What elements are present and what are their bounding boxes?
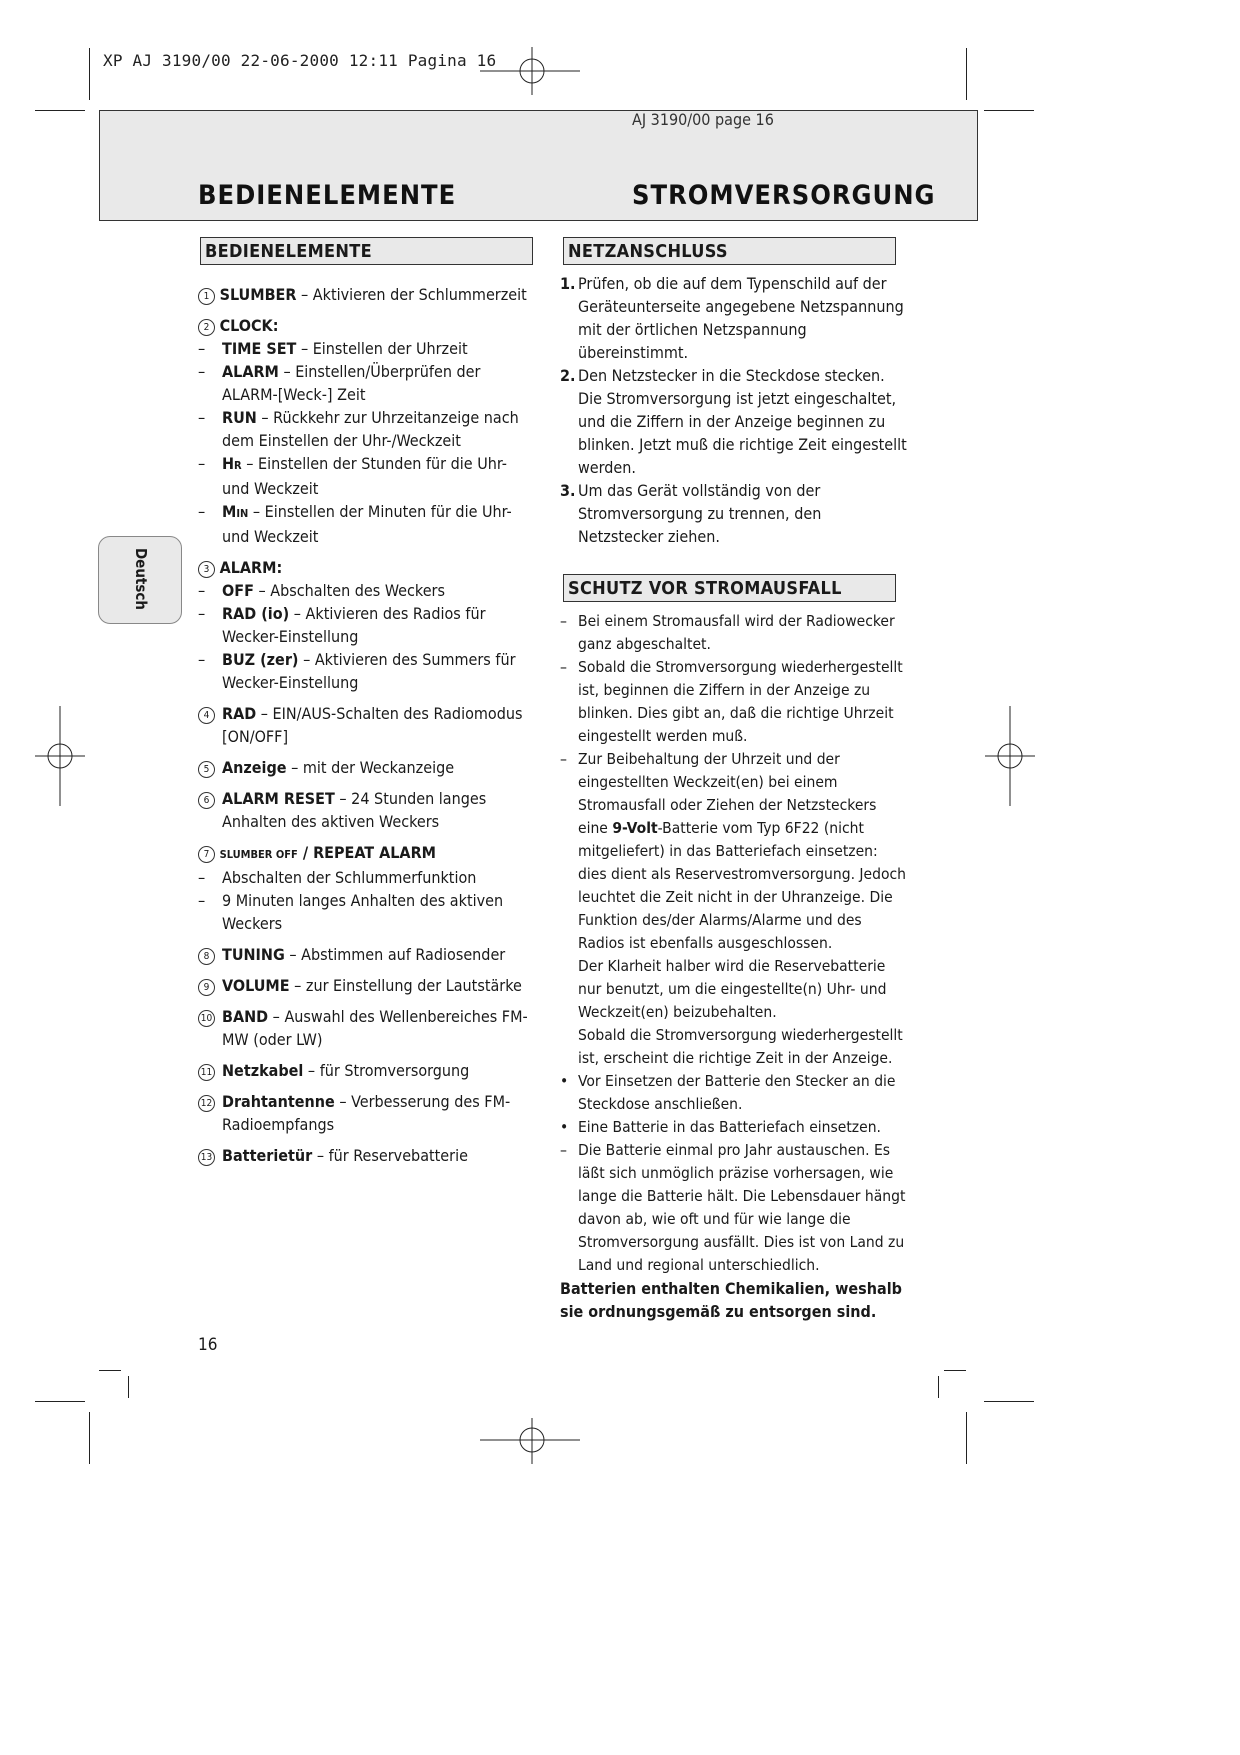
control-name: / REPEAT ALARM [297,843,436,862]
battery-type-emphasis: 9-Volt [612,819,658,837]
item-text: Sobald die Stromversorgung wiederhergestellt ist, beginnen die Ziffern in der Anzeige zu blinken. Dies gibt an, daß die richtige Uhrzeit eingestellt werden muß. [578,658,903,745]
list-item [560,656,910,748]
dash-marker: – [560,750,567,768]
item-number: 6 [198,792,215,809]
item-number: 8 [198,948,215,965]
control-name: RUN [222,408,257,427]
list-item [198,787,538,833]
step-text: Um das Gerät vollständig von der Stromversorgung zu trennen, den Netzstecker ziehen. [578,481,822,546]
control-name: Anzeige [222,758,287,777]
list-item [560,1139,910,1277]
control-name: Batterietür [222,1146,313,1165]
control-name: RAD [222,704,257,723]
control-name: BAND [222,1007,269,1026]
item-number: 11 [198,1064,215,1081]
list-item [198,1005,538,1051]
battery-warning: Batterien enthalten Chemikalien, weshalb sie ordnungsgemäß zu entsorgen sind. [560,1279,902,1321]
list-item [198,943,538,966]
control-description: – Abstimmen auf Radiosender [284,945,506,964]
dash-marker: – [198,581,206,600]
list-subitem [198,406,538,452]
control-name: CLOCK: [219,316,279,335]
list-item [198,556,538,579]
control-description: – Aktivieren des Radios für Wecker-Einstellung [222,604,486,646]
item-number: 1 [198,288,215,305]
list-item [560,479,910,548]
control-description: – Einstellen der Minuten für die Uhr- und Weckzeit [222,502,512,546]
registration-mark-icon [985,706,1045,806]
control-name: SLUMBER [219,285,297,304]
item-number: 2 [198,319,215,336]
control-name: ALARM RESET [222,789,335,808]
dash-marker: – [198,454,206,473]
item-text [578,748,910,955]
text-run: Zur Beibehaltung der Uhrzeit und der eingestellten Weckzeit(en) bei einem Stromausfall oder Ziehen der Netzsteckers eine [578,750,877,837]
control-name: H [222,454,235,473]
control-name: TUNING [222,945,285,964]
list-subitem [198,579,538,602]
item-number: 9 [198,979,215,996]
list-subitem [198,360,538,406]
step-number: 1. [560,274,576,293]
control-description: 9 Minuten langes Anhalten des aktiven Weckers [222,891,504,933]
control-description: – mit der Weckanzeige [286,758,455,777]
dash-marker: – [560,1141,567,1159]
control-description: – Einstellen der Stunden für die Uhr- und Weckzeit [222,454,507,498]
dash-marker: – [198,362,206,381]
control-description: – für Stromversorgung [303,1061,470,1080]
list-item [198,756,538,779]
list-item [560,364,910,479]
dash-marker: – [560,658,567,676]
item-text: Eine Batterie in das Batteriefach einsetzen. [578,1118,881,1136]
control-description: – Einstellen/Überprüfen der ALARM-[Weck-] Zeit [222,362,481,404]
item-number: 3 [198,561,215,578]
list-item [560,272,910,364]
list-subitem [198,648,538,694]
item-number: 12 [198,1095,215,1112]
control-description: – Aktivieren der Schlummerzeit [296,285,527,304]
step-number: 2. [560,366,576,385]
item-number: 5 [198,761,215,778]
page-title-left: BEDIENELEMENTE [198,180,457,211]
list-item [198,283,538,306]
language-tab-label: Deutsch [132,547,150,611]
control-description: Abschalten der Schlummerfunktion [222,868,477,887]
step-text: Prüfen, ob die auf dem Typenschild auf der Geräteunterseite angegebene Netzspannung mit der örtlichen Netzspannung übereinstimmt. [578,274,904,362]
print-slug: XP AJ 3190/00 22-06-2000 12:11 Pagina 16 [103,51,497,70]
page-title-right: STROMVERSORGUNG [632,180,936,211]
dash-marker: – [198,339,206,358]
item-paragraph: Sobald die Stromversorgung wiederhergestellt ist, erscheint die richtige Zeit in der Anzeige. [578,1026,903,1067]
stromausfall-list [560,610,910,1323]
list-item [560,1070,910,1116]
control-name: Drahtantenne [222,1092,335,1111]
text-run: -Batterie vom Typ 6F22 (nicht mitgeliefert) in das Batteriefach einsetzen: dies dient als Reservestromversorgung. Jedoch leuchtet die Zeit nicht in der Uhranzeige. Die Funktion des/der Alarms/Alarme und des Radios ist ebenfalls ausgeschlossen. [578,819,907,952]
step-number: 3. [560,481,576,500]
netzanschluss-steps [560,272,910,548]
control-name: M [222,502,237,521]
control-description: – Abschalten des Weckers [253,581,445,600]
control-name: OFF [222,581,254,600]
item-paragraph: Der Klarheit halber wird die Reservebatterie nur benutzt, um die eingestellte(n) Uhr- und Weckzeit(en) beizubehalten. [578,957,887,1021]
control-name: TIME SET [222,339,297,358]
registration-mark-icon [35,706,95,806]
list-item [198,1144,538,1167]
control-name: ALARM [222,362,279,381]
list-subitem [198,452,538,500]
item-number: 7 [198,846,215,863]
list-subitem [198,866,538,889]
control-name-smallcaps: R [234,459,242,472]
control-name-smallcaps: IN [236,507,249,520]
item-number: 13 [198,1149,215,1166]
control-name: Netzkabel [222,1061,304,1080]
page-reference: AJ 3190/00 page 16 [632,110,774,129]
control-description: – Auswahl des Wellenbereiches FM-MW (oder LW) [222,1007,528,1049]
item-text: Bei einem Stromausfall wird der Radiowecker ganz abgeschaltet. [578,612,895,653]
list-subitem [198,500,538,548]
control-name: RAD (io) [222,604,290,623]
list-item [560,610,910,656]
list-item [198,702,538,748]
list-item [198,974,538,997]
control-description: – Verbesserung des FM-Radioempfangs [222,1092,511,1134]
dash-marker: – [198,650,206,669]
list-item [198,1090,538,1136]
control-description: – Aktivieren des Summers für Wecker-Einstellung [222,650,516,692]
dash-marker: – [560,612,567,630]
list-item [198,841,538,866]
list-subitem [198,602,538,648]
control-description: – Rückkehr zur Uhrzeitanzeige nach dem Einstellen der Uhr-/Weckzeit [222,408,519,450]
step-text: Den Netzstecker in die Steckdose stecken. Die Stromversorgung ist jetzt eingeschaltet, und die Ziffern in der Anzeige beginnen zu blinken. Jetzt muß die richtige Zeit eingestellt werden. [578,366,907,477]
item-text: Die Batterie einmal pro Jahr austauschen. Es läßt sich unmöglich präzise vorhersagen, wie lange die Batterie hält. Die Lebensdauer hängt davon ab, wie oft und für wie lange die Stromversorgung ausfällt. Dies ist von Land zu Land und regional unterschiedlich. [578,1141,906,1274]
control-description: – Einstellen der Uhrzeit [296,339,468,358]
item-number: 10 [198,1010,215,1027]
list-item [560,748,910,1070]
page-number: 16 [198,1335,218,1355]
control-name: BUZ (zer) [222,650,299,669]
control-description: – EIN/AUS-Schalten des Radiomodus [ON/OFF] [222,704,523,746]
control-name: VOLUME [222,976,290,995]
section-title-schutz: SCHUTZ VOR STROMAUSFALL [563,574,896,602]
control-name: ALARM: [219,558,283,577]
registration-mark-icon [480,1418,580,1468]
list-item [198,1059,538,1082]
list-item [560,1116,910,1139]
item-text: Vor Einsetzen der Batterie den Stecker an die Steckdose anschließen. [578,1072,896,1113]
dash-marker: – [198,891,206,910]
item-number: 4 [198,707,215,724]
dash-marker: – [198,604,206,623]
control-name-smallcaps: SLUMBER OFF [219,848,298,861]
section-title-netzanschluss: NETZANSCHLUSS [563,237,896,265]
section-title-bedienelemente: BEDIENELEMENTE [200,237,533,265]
controls-list [198,283,538,1167]
dash-marker: – [198,868,206,887]
list-subitem [198,337,538,360]
control-description: – zur Einstellung der Lautstärke [289,976,522,995]
control-description: – 24 Stunden langes Anhalten des aktiven Weckers [222,789,487,831]
list-item [198,314,538,337]
dash-marker: – [198,502,206,521]
bullet-marker: • [560,1072,569,1090]
control-description: – für Reservebatterie [312,1146,468,1165]
bullet-marker: • [560,1118,569,1136]
list-subitem [198,889,538,935]
dash-marker: – [198,408,206,427]
